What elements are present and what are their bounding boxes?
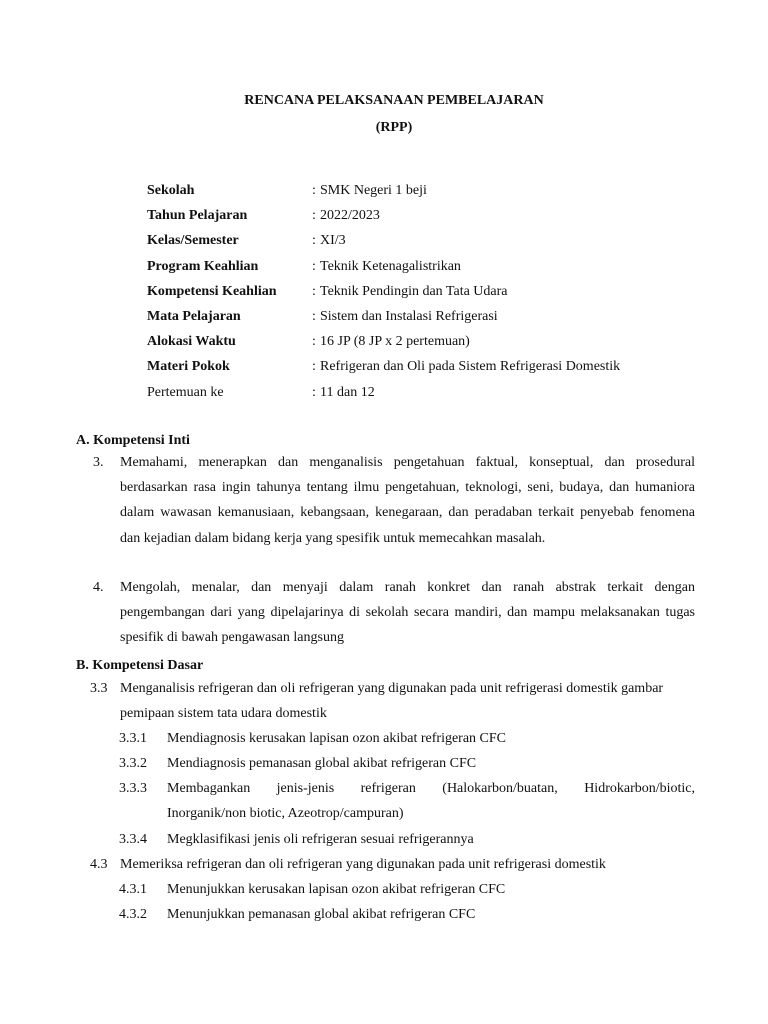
- item-number: 3.: [93, 455, 104, 470]
- info-separator: :: [312, 233, 316, 249]
- info-label: Program Keahlian: [147, 258, 259, 274]
- info-label: Pertemuan ke: [147, 384, 224, 400]
- item-text: Memahami, menerapkan dan menganalisis pengetahuan faktual, konseptual, dan prosedural berdasarkan rasa ingin tahunya tentang ilmu pengetahuan, teknologi, seni, budaya, dan humaniora dalam wawasan kemanusiaan, kebangsaan, kenegaraan, dan peradaban terkait penyebab fenomena dan kejadian dalam bidang kerja yang spesifik untuk memecahkan masalah.: [120, 455, 695, 546]
- info-value: 11 dan 12: [320, 384, 375, 400]
- indicator-text: Megklasifikasi jenis oli refrigeran sesuai refrigerannya: [167, 832, 474, 847]
- info-separator: :: [312, 208, 316, 224]
- info-separator: :: [312, 359, 316, 375]
- indicator-number: 3.3.2: [119, 756, 147, 771]
- section-heading-kompetensi-inti: A. Kompetensi Inti: [76, 433, 190, 448]
- info-label: Sekolah: [147, 183, 195, 198]
- info-separator: :: [312, 258, 316, 274]
- indicator-text-block: [167, 776, 695, 826]
- indicator-text: Membagankan jenis-jenis refrigeran (Halokarbon/buatan, Hidrokarbon/biotic,: [167, 781, 695, 796]
- item-text: Memeriksa refrigeran dan oli refrigeran yang digunakan pada unit refrigerasi domestik: [120, 857, 606, 872]
- indicator-text-continued: Inorganik/non biotic, Azeotrop/campuran): [167, 806, 404, 822]
- item-number: 4.: [93, 580, 104, 595]
- indicator-text: Mendiagnosis pemanasan global akibat refrigeran CFC: [167, 756, 477, 771]
- item-text: Mengolah, menalar, dan menyaji dalam ranah konkret dan ranah abstrak terkait dengan pengembangan dari yang dipelajarinya di sekolah secara mandiri, dan mampu melaksanakan tugas spesifik di bawah pengawasan langsung: [120, 580, 695, 646]
- info-label: Kompetensi Keahlian: [147, 283, 277, 299]
- info-value: XI/3: [320, 233, 346, 249]
- section-heading-kompetensi-dasar: B. Kompetensi Dasar: [76, 658, 204, 673]
- info-value: Teknik Ketenagalistrikan: [320, 258, 461, 274]
- info-label: Tahun Pelajaran: [147, 208, 248, 224]
- item-number: 4.3: [90, 857, 108, 872]
- info-value: Sistem dan Instalasi Refrigerasi: [320, 308, 498, 324]
- document-title: RENCANA PELAKSANAAN PEMBELAJARAN: [244, 93, 544, 108]
- item-text: Menganalisis refrigeran dan oli refrigeran yang digunakan pada unit refrigerasi domestik gambar pemipaan sistem tata udara domestik: [120, 681, 664, 722]
- info-separator: :: [312, 334, 316, 350]
- info-value: SMK Negeri 1 beji: [320, 183, 427, 198]
- indicator-number: 3.3.4: [119, 832, 147, 847]
- info-value: 2022/2023: [320, 208, 380, 224]
- info-separator: :: [312, 283, 316, 299]
- indicator-text: Menunjukkan pemanasan global akibat refrigeran CFC: [167, 907, 476, 922]
- info-value: Teknik Pendingin dan Tata Udara: [320, 283, 508, 299]
- info-value: 16 JP (8 JP x 2 pertemuan): [320, 334, 470, 350]
- indicator-number: 3.3.3: [119, 781, 147, 796]
- info-label: Alokasi Waktu: [147, 334, 236, 350]
- info-separator: :: [312, 308, 316, 324]
- indicator-text: Mendiagnosis kerusakan lapisan ozon akibat refrigeran CFC: [167, 731, 507, 746]
- item-number: 3.3: [90, 681, 108, 696]
- info-separator: :: [312, 183, 316, 198]
- info-separator: :: [312, 384, 316, 400]
- indicator-text: Menunjukkan kerusakan lapisan ozon akibat refrigeran CFC: [167, 882, 506, 897]
- indicator-number: 4.3.1: [119, 882, 147, 897]
- info-label: Kelas/Semester: [147, 233, 239, 249]
- indicator-number: 4.3.2: [119, 907, 147, 922]
- indicator-number: 3.3.1: [119, 731, 147, 746]
- info-label: Materi Pokok: [147, 359, 230, 375]
- info-label: Mata Pelajaran: [147, 308, 241, 324]
- document-subtitle: (RPP): [375, 120, 413, 135]
- info-value: Refrigeran dan Oli pada Sistem Refrigerasi Domestik: [320, 359, 621, 375]
